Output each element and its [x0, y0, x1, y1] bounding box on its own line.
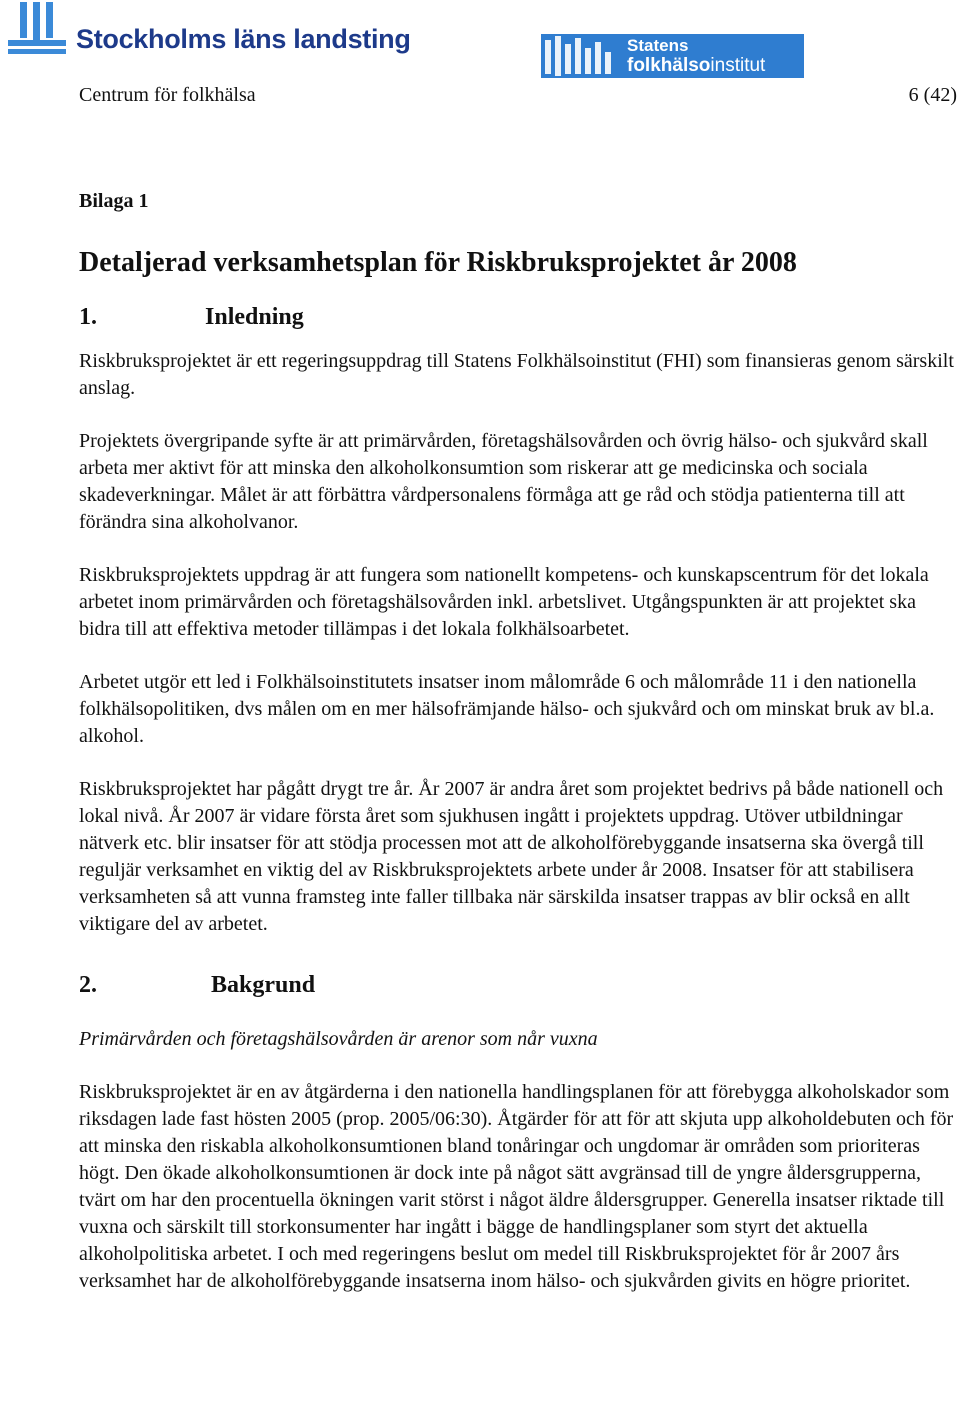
paragraph: Riskbruksprojektet är en av åtgärderna i den nationella handlingsplanen för att förebygga alkoholskador som riksdagen lade fast hösten 2005 (prop. 2005/06:30). Åtgärder för att för att skjuta upp alkoholdebuten och för att minska den riskabla alkoholkonsumtionen bland tonåringar och ungdomar är områden som prioriteras högt. Den ökade alkoholkonsumtionen är dock inte på något sätt avgränsad till de yngre åldersgrupperna, tvärt om har den procentuella ökningen varit störst i något äldre åldersgrupper. Generella insatser riktade till vuxna och särskilt till storkonsumenter har ingått i bägge de handlingsplaner som styrt det aktuella alkoholpolitiska arbetet. I och med regeringens beslut om medel till Riskbruksprojektet för år 2007 års verksamhet har de alkoholförebyggande insatserna inom hälso- och sjukvården givits en högre prioritet. — [79, 1081, 954, 1292]
section-title: Bakgrund — [211, 972, 316, 998]
section-number: 1. — [79, 304, 97, 330]
fhi-logo-line2b: institut — [710, 55, 766, 76]
paragraph: Riskbruksprojektets uppdrag är att fungera som nationellt kompetens- och kunskapscentrum för det lokala arbetet inom primärvården och företagshälsovården inkl. arbetslivet. Utgångspunkten är att projektet ska bidra till att effektiva metoder tillämpas i det lokala folkhälsoarbetet. — [79, 564, 929, 640]
fhi-logo-line1: Statens — [627, 36, 689, 55]
sll-emblem-icon — [6, 0, 68, 56]
subheading: Primärvården och företagshälsovården är arenor som når vuxna — [79, 1028, 598, 1050]
fhi-emblem-icon — [541, 34, 621, 78]
paragraph: Arbetet utgör ett led i Folkhälsoinstitutets insatser inom målområde 6 och målområde 11 i den nationella folkhälsopolitiken, dvs målen om en mer hälsofrämjande hälso- och sjukvård och om minskat bruk av bl.a. alkohol. — [79, 671, 935, 747]
running-header — [79, 84, 957, 107]
document-body — [79, 186, 959, 1295]
fhi-logo-line2a: folkhälso — [627, 55, 711, 76]
fhi-logo — [541, 34, 804, 78]
document-title: Detaljerad verksamhetsplan för Riskbruksprojektet år 2008 — [79, 247, 797, 278]
annex-label: Bilaga 1 — [79, 190, 149, 212]
section-number: 2. — [79, 972, 97, 998]
paragraph: Riskbruksprojektet har pågått drygt tre år. År 2007 är andra året som projektet bedrivs på både nationell och lokal nivå. År 2007 är vidare första året som sjukhusen ingått i projektets uppdrag. Utöver utbildningar nätverk etc. blir insatser för att stödja processen mot att de alkoholförebyggande insatserna ska övergå till reguljär verksamhet en viktig del av Riskbruksprojektets arbete under år 2008. Insatser för att stabilisera verksamheten så att vunna framsteg inte faller tillbaka när särskilda insatser trappas av blir också en allt viktigare del av arbetet. — [79, 778, 944, 935]
section-title: Inledning — [205, 304, 304, 330]
page-number: 6 (42) — [908, 84, 957, 106]
section-heading-2 — [79, 968, 959, 1002]
paragraph: Projektets övergripande syfte är att primärvården, företagshälsovården och övrig hälso- och sjukvård skall arbeta mer aktivt för att minska den alkoholkonsumtion som riskerar att ge medicinska och sociala skadeverkningar. Målet är att förbättra vårdpersonalens förmåga att ge råd och stödja patienterna till att förändra sina alkoholvanor. — [79, 430, 928, 533]
org-unit: Centrum för folkhälsa — [79, 84, 256, 106]
paragraph: Riskbruksprojektet är ett regeringsuppdrag till Statens Folkhälsoinstitut (FHI) som finansieras genom särskilt anslag. — [79, 350, 954, 399]
sll-logo — [6, 0, 411, 56]
section-heading-1 — [79, 300, 959, 334]
sll-logo-text: Stockholms läns landsting — [76, 24, 411, 54]
